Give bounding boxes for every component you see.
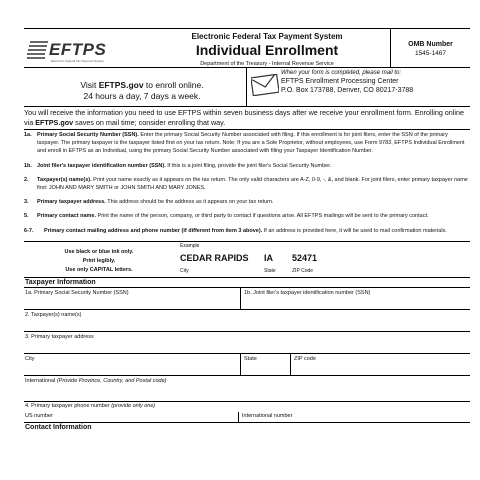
intro-part-2: saves on mail time; consider enrolling that way. (73, 117, 226, 127)
field-divider (240, 288, 241, 309)
visit-prefix: Visit (80, 80, 99, 90)
primary-address-field[interactable]: 3. Primary taxpayer address (25, 333, 94, 340)
intro-text (24, 106, 470, 129)
instruction-number: 1a. (24, 132, 32, 138)
instruction-item (24, 212, 470, 220)
instruction-number: 1b. (24, 162, 32, 169)
visit-suffix: to enroll online. (143, 80, 204, 90)
header-titles (132, 32, 402, 68)
rule-legible: Print legibly. (82, 257, 116, 264)
instruction-body: Print the name of the person, company, or third party to contact if questions arise. All EFTPS mailings will be sent to the primary contact. (96, 213, 429, 220)
eftps-logo (27, 37, 135, 65)
instruction-item (24, 227, 470, 235)
example-city-label: City (180, 267, 189, 274)
example-city: CEDAR RAPIDS (180, 252, 249, 263)
us-number-field[interactable]: US number (25, 412, 53, 419)
international-label: International (25, 377, 56, 384)
department-name: Department of the Treasury - Internal Revenue Service (200, 61, 334, 67)
logo-wordmark: EFTPS (49, 40, 107, 59)
field-divider (240, 354, 241, 375)
instruction-body: If this is a joint filing, provide the joint filer's Social Security Number. (165, 162, 332, 169)
city-field[interactable]: City (25, 355, 35, 362)
instruction-heading: Joint filer's taxpayer identification number (SSN). (37, 162, 166, 169)
page-title: Individual Enrollment (195, 42, 339, 58)
instruction-heading: Primary contact name. (37, 213, 96, 220)
rule-capitals: Use only CAPITAL letters. (65, 266, 133, 273)
international-hint: (Provide Province, Country, and Postal code) (56, 377, 167, 384)
logo-tagline: Electronic Federal Tax Payment System (51, 59, 105, 63)
phone-hint: (provide only one) (111, 402, 156, 409)
taxpayer-names-field[interactable]: 2. Taxpayer(s) name(s) (25, 311, 82, 318)
envelope-icon (251, 74, 279, 96)
intro-site-link[interactable]: EFTPS.gov (35, 117, 74, 127)
field-divider (238, 412, 239, 422)
instruction-number: 3. (24, 199, 29, 206)
row-address (24, 331, 470, 353)
instruction-body: Print your name exactly as it appears on the tax return. The only valid characters are A-Z, 0-9, -, &, and blank. For joint filers, enter primary taxpayer name first: JOHN AND MARY SMITH or JOHN SMITH AND MARY JONES. (37, 176, 468, 192)
example-state-label: State (264, 267, 276, 274)
row-phone (24, 412, 470, 422)
row-phone-label (24, 401, 470, 412)
phone-label-text: 4. Primary taxpayer phone number (25, 402, 110, 409)
instruction-item (24, 198, 470, 206)
instruction-item (24, 131, 470, 156)
instruction-number: 2. (24, 176, 29, 183)
enrollment-form (24, 28, 470, 432)
instruction-heading: Primary contact mailing address and phone number (if different from item 3 above). (44, 227, 263, 234)
row-ssn (24, 287, 470, 309)
omb-label: OMB Number (408, 41, 453, 48)
instruction-item (24, 162, 470, 170)
omb-number: 1545-1467 (414, 50, 447, 57)
mail-title: When your form is completed, please mail to: (281, 70, 402, 76)
intro-part-1: You will receive the information you need to use EFTPS within seven business days after we receive your enrollment form. Enrolling online via (24, 108, 464, 127)
international-number-field[interactable]: International number (242, 412, 293, 419)
writing-example (24, 241, 470, 277)
form-header (24, 28, 470, 68)
instruction-heading: Primary Social Security Number (SSN). (37, 132, 139, 138)
instruction-heading: Primary taxpayer address. (37, 199, 106, 206)
writing-rules (34, 248, 164, 275)
rule-ink: Use black or blue ink only. (64, 248, 134, 255)
zip-field[interactable]: ZIP code (294, 355, 316, 362)
instruction-body: If an address is provided here, it will be used to mail confirmation materials. (262, 227, 447, 234)
mail-address-box (246, 68, 470, 106)
logo-stripes-icon (27, 41, 49, 59)
section-contact-information: Contact Information (24, 422, 470, 432)
instruction-number: 6-7. (24, 227, 34, 234)
primary-ssn-field[interactable]: 1a. Primary Social Security Number (SSN) (25, 289, 129, 296)
row-international (24, 375, 470, 396)
example-state: IA (264, 252, 273, 263)
instruction-body: This address should be the address as it appears on your tax return. (105, 199, 274, 206)
example-label: Example (180, 242, 200, 249)
instruction-body: Enter the primary Social Security Number associated with filing. If this enrollment is for joint filers, enter the SSN of the primary taxpayer. The primary taxpayer is the taxpayer listed first on your tax return. Note: If you are a Sole Proprietor, without employees, use Form 9783, EFTPS Individual Enrollment and enroll in EFTPS as an Individual, using the primary Social Security Number associated with filing your Taxpayer Identification Number. (37, 132, 465, 155)
instruction-number: 5. (24, 213, 29, 220)
international-address-field[interactable] (25, 378, 166, 384)
agency-name: Electronic Federal Tax Payment System (191, 32, 343, 41)
field-divider (290, 354, 291, 375)
visit-hours: 24 hours a day, 7 days a week. (83, 91, 201, 101)
mail-line-2: P.O. Box 173788, Denver, CO 80217-3788 (281, 87, 414, 94)
mail-address (281, 77, 413, 95)
joint-ssn-field[interactable]: 1b. Joint filer's taxpayer identification number (SSN) (244, 289, 371, 296)
instruction-heading: Taxpayer(s) name(s). (37, 176, 92, 183)
section-taxpayer-information: Taxpayer Information (24, 277, 470, 287)
row-names (24, 309, 470, 331)
example-zip: 52471 (292, 252, 318, 263)
visit-site-link[interactable]: EFTPS.gov (98, 80, 144, 90)
instruction-item (24, 176, 470, 192)
phone-label (25, 403, 155, 409)
instructions-list (24, 129, 470, 235)
row-city-state-zip (24, 353, 470, 375)
state-field[interactable]: State (244, 355, 257, 362)
mail-line-1: EFTPS Enrollment Processing Center (281, 78, 399, 85)
omb-box (390, 29, 470, 68)
visit-section (24, 68, 470, 106)
example-zip-label: ZIP Code (292, 267, 314, 274)
visit-text (48, 80, 236, 102)
